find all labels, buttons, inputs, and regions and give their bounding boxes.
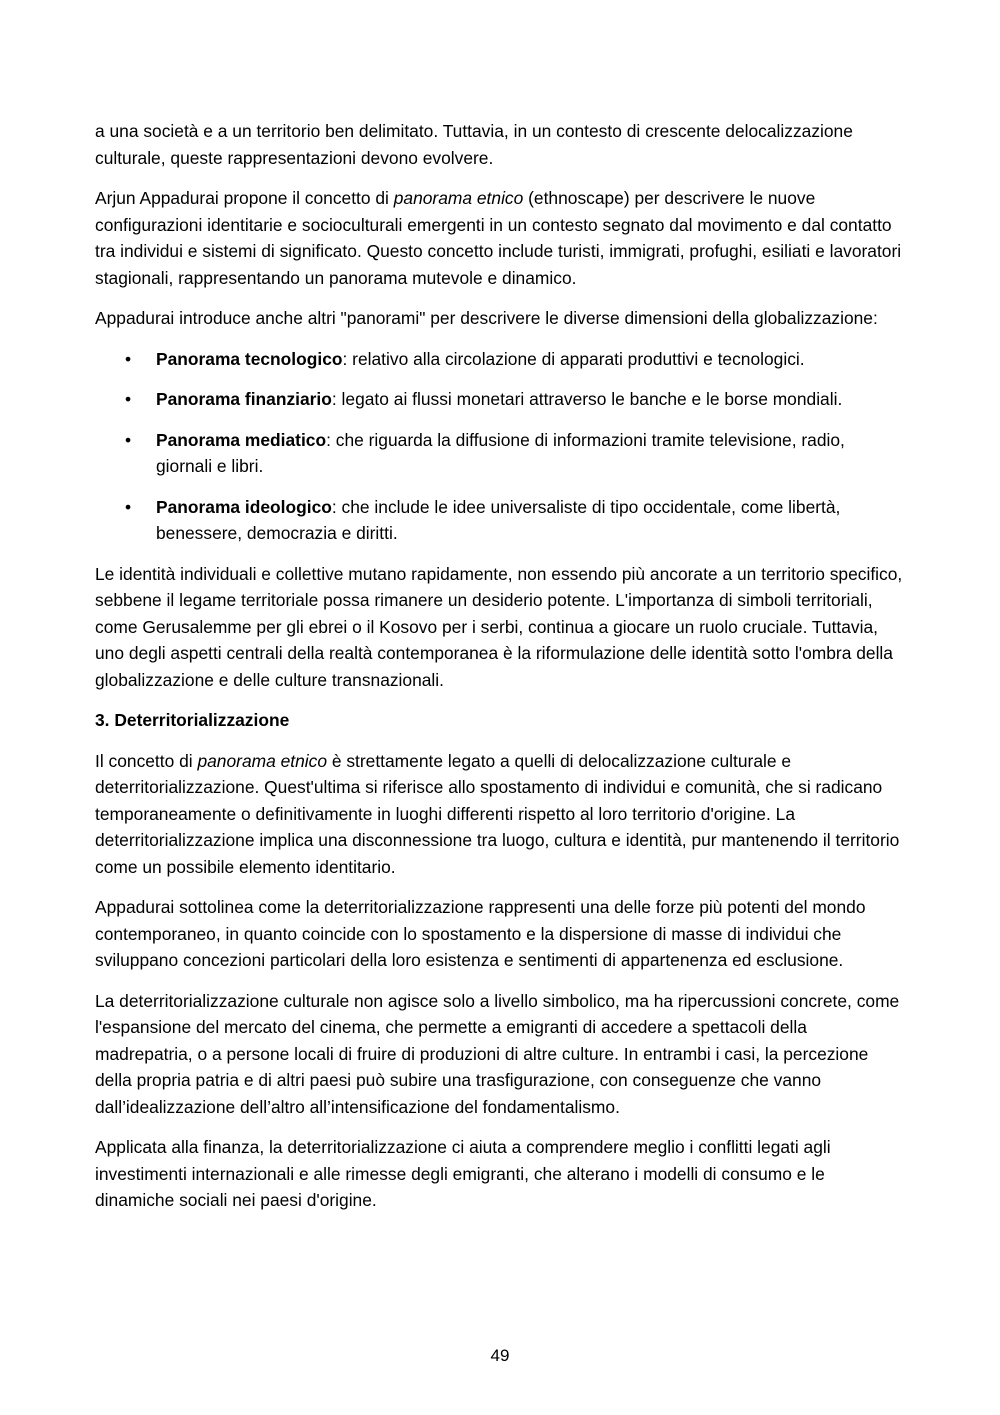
list-item-term: Panorama tecnologico [156, 348, 343, 369]
paragraph [95, 305, 905, 332]
text-segment: è strettamente legato a quelli di delocalizzazione culturale e deterritorializzazione. Quest'ultima si riferisce allo spostamento di individui e comunità, che si radicano temporaneamente o definitivamente in luoghi differenti rispetto al loro territorio d'origine. La deterritorializzazione implica una disconnessione tra luogo, cultura e identità, pur mantenendo il territorio come un possibile elemento identitario. [95, 750, 900, 877]
paragraph [95, 185, 905, 291]
section-heading: 3. Deterritorializzazione [95, 710, 290, 730]
list-item [95, 386, 905, 413]
paragraph [95, 988, 905, 1121]
page-body [95, 118, 905, 1228]
bullet-icon: • [125, 389, 132, 409]
text-segment: a una società e a un territorio ben delimitato. Tuttavia, in un contesto di crescente delocalizzazione culturale, queste rappresentazioni devono evolvere. [95, 121, 853, 168]
list-item-term: Panorama mediatico [156, 429, 327, 450]
list-item [95, 427, 905, 480]
panorama-list [95, 346, 905, 547]
list-item-term: Panorama ideologico [156, 496, 332, 517]
italic-term: panorama etnico [393, 188, 524, 208]
text-segment: La deterritorializzazione culturale non agisce solo a livello simbolico, ma ha ripercussioni concrete, come l'espansione del mercato del cinema, che permette a emigranti di accedere a spettacoli della madrepatria, o a persone locali di fruire di produzioni di altre culture. In entrambi i casi, la percezione della propria patria e di altri paesi può subire una trasfigurazione, con conseguenze che vanno dall’idealizzazione dell’altro all’intensificazione del fondamentalismo. [95, 990, 900, 1117]
intro-paragraphs [95, 118, 905, 332]
list-item [95, 494, 905, 547]
bullet-icon: • [125, 348, 132, 369]
list-item-text: : che riguarda la diffusione di informazioni tramite televisione, radio, giornali e libri. [156, 429, 845, 476]
paragraph [95, 561, 905, 694]
bullet-icon: • [125, 496, 132, 517]
bullet-icon: • [125, 429, 132, 450]
paragraph [95, 118, 905, 171]
text-segment: Applicata alla finanza, la deterritorializzazione ci aiuta a comprendere meglio i conflitti legati agli investimenti internazionali e alle rimesse degli emigranti, che alterano i modelli di consumo e le dinamiche sociali nei paesi d'origine. [95, 1137, 831, 1210]
list-item-text: : legato ai flussi monetari attraverso le banche e le borse mondiali. [331, 389, 843, 409]
text-segment: (ethnoscape) per descrivere le nuove configurazioni identitarie e socioculturali emergenti in un contesto segnato dal movimento e dal contatto tra individui e sistemi di significato. Questo concetto include turisti, immigrati, profughi, esiliati e lavoratori stagionali, rappresentando un panorama mutevole e dinamico. [95, 188, 902, 288]
italic-term: panorama etnico [197, 750, 328, 771]
page-number: 49 [490, 1346, 510, 1365]
identity-paragraph-block [95, 561, 905, 694]
text-segment: Appadurai sottolinea come la deterritorializzazione rappresenti una delle forze più potenti del mondo contemporaneo, in quanto coincide con lo spostamento e la dispersione di masse di individui che sviluppano concezioni particolari della loro esistenza e sentimenti di appartenenza ed esclusione. [95, 897, 866, 970]
list-item-text: : relativo alla circolazione di apparati produttivi e tecnologici. [342, 348, 805, 369]
text-segment: Arjun Appadurai propone il concetto di [95, 188, 394, 208]
text-segment: Il concetto di [95, 750, 198, 771]
list-item [95, 346, 905, 373]
list-item-term: Panorama finanziario [156, 389, 332, 409]
paragraph [95, 894, 905, 974]
paragraph [95, 1134, 905, 1214]
text-segment: Le identità individuali e collettive mutano rapidamente, non essendo più ancorate a un territorio specifico, sebbene il legame territoriale possa rimanere un desiderio potente. L'importanza di simboli territoriali, come Gerusalemme per gli ebrei o il Kosovo per i serbi, continua a giocare un ruolo cruciale. Tuttavia, uno degli aspetti centrali della realtà contemporanea è la riformulazione delle identità sotto l'ombra della globalizzazione e delle culture transnazionali. [95, 563, 903, 690]
deterritorialization-paragraphs [95, 748, 905, 1214]
text-segment: Appadurai introduce anche altri "panorami" per descrivere le diverse dimensioni della globalizzazione: [95, 308, 878, 328]
list-item-text: : che include le idee universaliste di tipo occidentale, come libertà, benessere, democrazia e diritti. [156, 496, 841, 543]
paragraph [95, 748, 905, 881]
